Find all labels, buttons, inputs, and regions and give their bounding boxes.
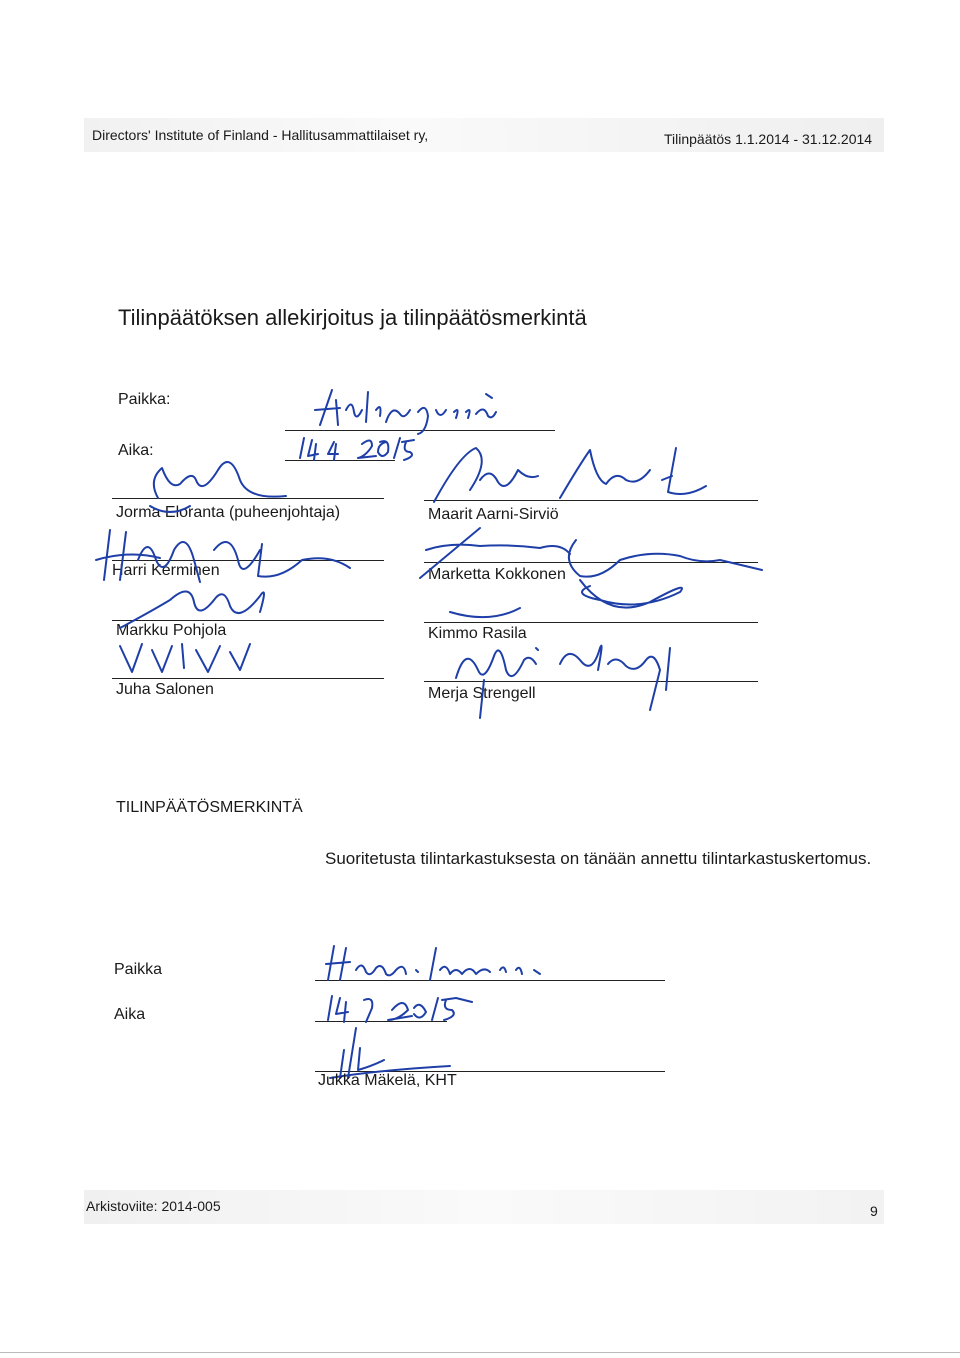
audit-place-line	[315, 980, 665, 981]
audit-place-label: Paikka	[114, 961, 163, 978]
audit-time-handwriting	[316, 992, 496, 1028]
signature-line	[112, 498, 384, 499]
signatory-name: Jorma Eloranta (puheenjohtaja)	[116, 504, 341, 521]
audit-statement: Suoritetusta tilintarkastuksesta on tänään annettu tilintarkastuskertomus.	[325, 849, 872, 868]
signature-line	[112, 678, 384, 679]
place-line	[285, 430, 555, 431]
period-text: Tilinpäätös 1.1.2014 - 31.12.2014	[664, 131, 873, 147]
page-number: 9	[870, 1203, 878, 1219]
signature-line	[424, 500, 758, 501]
signatory-name: Maarit Aarni-Sirviö	[428, 506, 559, 523]
signature-scribble	[440, 630, 700, 720]
auditor-name: Jukka Mäkelä, KHT	[318, 1072, 457, 1089]
signature-line	[424, 681, 758, 682]
signature-line	[424, 622, 758, 623]
organization-name: Directors' Institute of Finland - Hallitusammattilaiset ry,	[92, 127, 429, 143]
signatory-name: Merja Strengell	[428, 685, 536, 702]
bottom-rule	[0, 1352, 960, 1353]
page-title: Tilinpäätöksen allekirjoitus ja tilinpäätösmerkintä	[118, 305, 587, 330]
signature-line	[424, 562, 758, 563]
audit-heading: TILINPÄÄTÖSMERKINTÄ	[116, 799, 303, 816]
signatory-name: Harri Kerminen	[112, 562, 220, 579]
signature-line	[112, 560, 384, 561]
archive-reference: Arkistoviite: 2014-005	[86, 1198, 221, 1214]
time-label: Aika:	[118, 442, 154, 459]
place-handwriting	[310, 380, 510, 440]
place-label: Paikka:	[118, 391, 171, 408]
audit-time-label: Aika	[114, 1006, 146, 1023]
signature-line	[112, 620, 384, 621]
signatory-name: Kimmo Rasila	[428, 625, 527, 642]
time-line	[285, 460, 395, 461]
audit-time-line	[315, 1021, 447, 1022]
signatory-name: Juha Salonen	[116, 681, 214, 698]
signatory-name: Markku Pohjola	[116, 622, 227, 639]
signatory-name: Marketta Kokkonen	[428, 566, 566, 583]
